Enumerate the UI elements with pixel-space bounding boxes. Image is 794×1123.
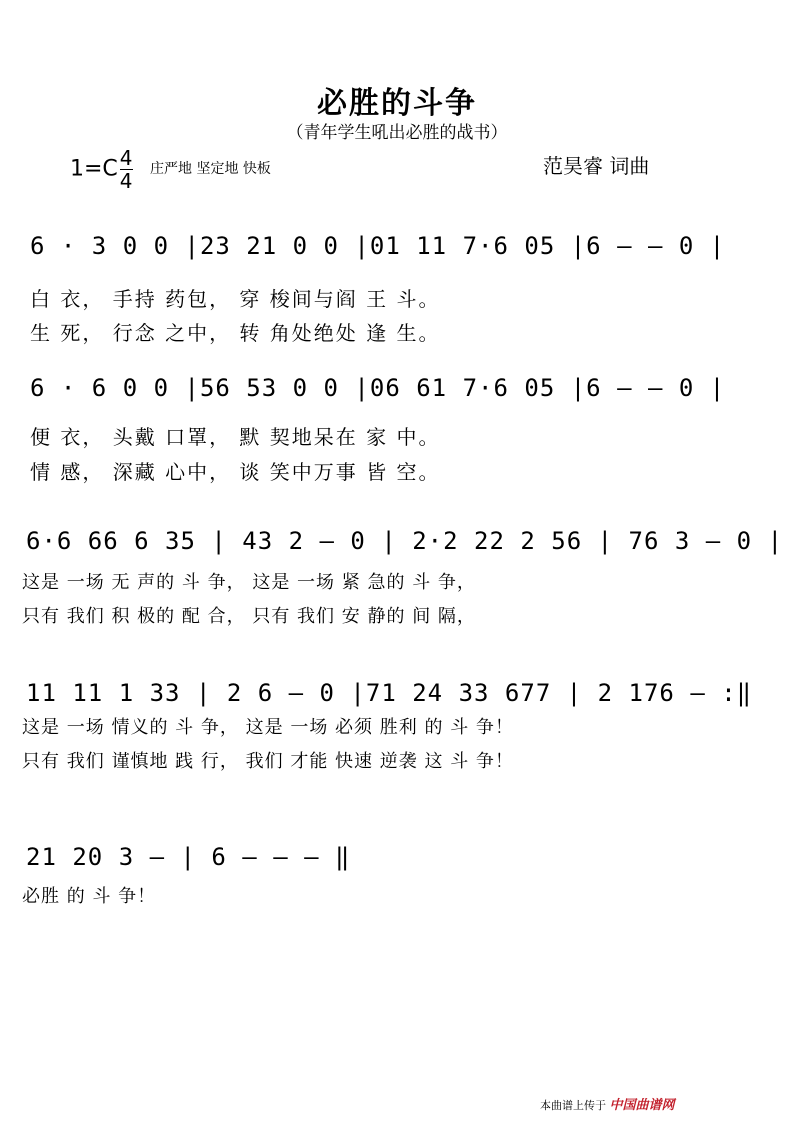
lyric-line: 这是 一场 情义的 斗 争， 这是 一场 必须 胜利 的 斗 争！: [22, 717, 514, 738]
key-signature: [70, 147, 133, 192]
time-top: 4: [119, 146, 133, 170]
tempo-marking: 庄严地 坚定地 快板: [150, 161, 271, 177]
notation-line: 11 11 1 33 | 2 6 — 0 |71 24 33 677 | 2 176 — :‖: [26, 679, 753, 707]
notation-line: 6·6 66 6 35 | 43 2 — 0 | 2·2 22 2 56 | 76 3 — 0 |: [26, 527, 784, 555]
time-signature: [120, 147, 133, 192]
footer-text: 本曲谱上传于: [540, 1099, 606, 1112]
lyric-line: 必胜 的 斗 争！: [22, 886, 157, 907]
footer-credit: [540, 1094, 675, 1113]
score-title: 必胜的斗争: [317, 86, 477, 121]
author-credit: 范昊睿 词曲: [543, 154, 650, 178]
lyric-line: 情 感， 深藏 心中， 谈 笑中万事 皆 空。: [30, 460, 441, 484]
lyric-line: 生 死， 行念 之中， 转 角处绝处 逢 生。: [30, 321, 441, 345]
lyric-line: 只有 我们 谨慎地 践 行， 我们 才能 快速 逆袭 这 斗 争！: [22, 751, 514, 772]
lyric-line: 这是 一场 无 声的 斗 争， 这是 一场 紧 急的 斗 争，: [22, 572, 476, 593]
notation-line: 21 20 3 — | 6 — — — ‖: [26, 843, 351, 871]
lyric-line: 白 衣， 手持 药包， 穿 梭间与阎 王 斗。: [30, 287, 441, 311]
notation-line: 6 · 3 0 0 |23 21 0 0 |01 11 7·6 05 |6 — — 0 |: [30, 232, 726, 260]
lyric-line: 便 衣， 头戴 口罩， 默 契地呆在 家 中。: [30, 425, 441, 449]
lyric-line: 只有 我们 积 极的 配 合， 只有 我们 安 静的 间 隔，: [22, 606, 476, 627]
score-subtitle: （青年学生吼出必胜的战书）: [286, 123, 508, 143]
notation-line: 6 · 6 0 0 |56 53 0 0 |06 61 7·6 05 |6 — — 0 |: [30, 374, 726, 402]
site-logo: 中国曲谱网: [609, 1098, 675, 1113]
time-bottom: 4: [119, 169, 133, 193]
key-tonic: 1=C: [70, 156, 118, 182]
